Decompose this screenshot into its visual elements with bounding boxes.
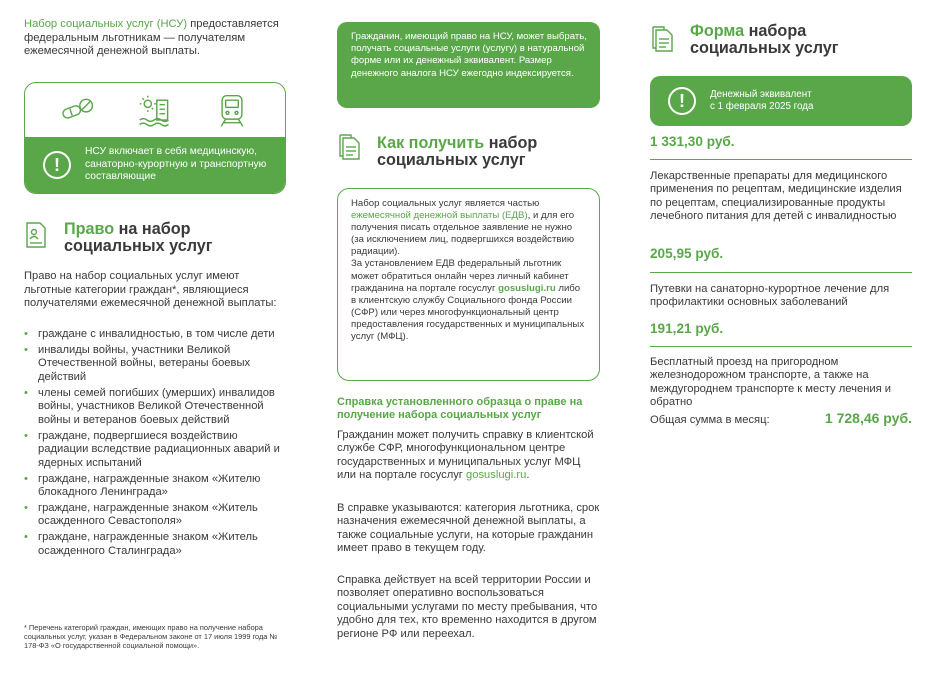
right-paragraph: Право на набор социальных услуг имеют льготные категории граждан*, являющиеся получателями ежемесячной денежной выплаты: (24, 270, 277, 309)
box-paragraph-1: Набор социальных услуг является частью ежемесячной денежной выплаты (ЕДВ), и для его получения писать отдельное заявление не нужно (за исключением лиц, подвергшихся воздействию радиации). (351, 198, 575, 258)
amount-transport: 191,21 руб. (650, 321, 724, 336)
amount-transport-description: Бесплатный проезд на пригородном железнодорожном транспорте, а также на междугороднем транспорте к месту лечения и обратно (650, 356, 892, 409)
title-green-part: Как получить (377, 134, 485, 152)
icon-row (25, 83, 285, 139)
intro-highlight: Набор социальных услуг (НСУ) (24, 18, 188, 30)
gosuslugi-link[interactable]: gosuslugi.ru (498, 282, 556, 294)
category-list (24, 328, 286, 561)
form-document-icon (650, 25, 676, 53)
document-icon (337, 133, 363, 161)
intro-text (24, 18, 286, 59)
list-item: • граждане, награжденные знаком «Житель осажденного Севастополя» (24, 502, 286, 529)
nsu-components-box (24, 82, 286, 194)
exclamation-icon: ! (668, 87, 696, 115)
edv-link[interactable]: ежемесячной денежной выплаты (ЕДВ) (351, 210, 528, 222)
exclamation-icon: ! (43, 151, 71, 179)
box-paragraph-2: За установлением ЕДВ федеральный льготник может обратиться онлайн через личный кабинет гражданина на портале госуслуг gosuslugi.ru либо в клиентскую службу Социального фонда России (СФР) или через многофункциональный центр предоставления государственных и муниципальных услуг (МФЦ). (351, 258, 585, 343)
certificate-paragraph-3: Справка действует на всей территории России и позволяет оперативно воспользоваться социальными услугами по месту пребывания, что удобно для тех, кто временно находится в другом регионе РФ или переехал. (337, 574, 598, 640)
title-second-line: социальных услуг (690, 39, 839, 57)
certificate-subtitle: Справка установленного образца о праве на получение набора социальных услуг (337, 396, 583, 421)
list-item: • граждане, награжденные знаком «Жителю блокадного Ленинграда» (24, 473, 286, 500)
section-title-right (64, 221, 286, 255)
title-second-line: социальных услуг (377, 151, 526, 169)
train-icon (214, 93, 250, 129)
title-green-part: Право (64, 220, 115, 238)
sanatorium-icon (137, 93, 173, 129)
certificate-paragraph-2: В справке указываются: категория льготника, срок назначения ежемесячной денежной выплаты, а также социальные услуги, на которые гражданин имеет право в текущем году. (337, 502, 600, 555)
divider (650, 346, 912, 347)
divider (650, 159, 912, 160)
section-title-form (690, 23, 912, 57)
amount-sanatorium: 205,95 руб. (650, 246, 724, 261)
section-title-how-to-get (377, 135, 600, 169)
list-item: • граждане с инвалидностью, в том числе дети (24, 328, 286, 342)
title-rest-part: на набор (114, 220, 191, 238)
list-item: • члены семей погибших (умерших) инвалидов войны, участников Великой Отечественной войны и ветеранов боевых действий (24, 387, 286, 428)
title-green-part: Форма (690, 22, 745, 40)
title-rest-part: набора (744, 22, 807, 40)
divider (650, 272, 912, 273)
equivalent-date: с 1 февраля 2025 года (710, 101, 814, 112)
nsu-components-note: НСУ включает в себя медицинскую, санаторно-курортную и транспортную составляющие (85, 146, 267, 183)
pills-icon (60, 93, 96, 129)
total-label: Общая сумма в месяц: (650, 414, 770, 426)
list-item: • инвалиды войны, участники Великой Отечественной войны, ветераны боевых действий (24, 344, 286, 385)
equivalent-label: Денежный эквивалент (710, 88, 812, 100)
how-to-get-box (337, 188, 600, 381)
nsu-components-band (25, 137, 285, 193)
certificate-paragraph-1: Гражданин может получить справку в клиентской службе СФР, многофункциональном центре государственных и муниципальных услуг МФЦ или на портале госуслуг gosuslugi.ru. (337, 429, 594, 482)
monetary-equivalent-box (650, 76, 912, 126)
title-second-line: социальных услуг (64, 237, 213, 255)
gosuslugi-link[interactable]: gosuslugi.ru (466, 469, 527, 482)
intro-rest: предоставляется федеральным льготникам — получателям ежемесячной денежной выплаты. (24, 18, 279, 57)
footnote: * Перечень категорий граждан, имеющих право на получение набора социальных услуг, указан в Федеральном законе от 17 июля 1999 года № 178-ФЗ «О государственной социальной помощи». (24, 623, 278, 651)
amount-sanatorium-description: Путевки на санаторно-курортное лечение для профилактики основных заболеваний (650, 283, 890, 309)
amount-medicines-description: Лекарственные препараты для медицинского применения по рецептам, медицинские изделия по рецептам, специализированные продукты лечебного питания для детей с инвалидностью (650, 170, 902, 223)
amount-medicines: 1 331,30 руб. (650, 134, 735, 149)
choice-info-box: Гражданин, имеющий право на НСУ, может выбрать, получать социальные услуги (услугу) в натуральной форме или их денежный эквивалент. Размер денежного аналога НСУ ежегодно индексируется. (337, 22, 600, 108)
total-value: 1 728,46 руб. (824, 410, 912, 426)
list-item: • граждане, награжденные знаком «Житель осажденного Сталинграда» (24, 531, 286, 558)
document-person-icon (24, 221, 50, 249)
title-rest-part: набор (484, 134, 538, 152)
total-row (650, 410, 912, 426)
list-item: • граждане, подвергшиеся воздействию радиации вследствие радиационных аварий и ядерных испытаний (24, 430, 286, 471)
